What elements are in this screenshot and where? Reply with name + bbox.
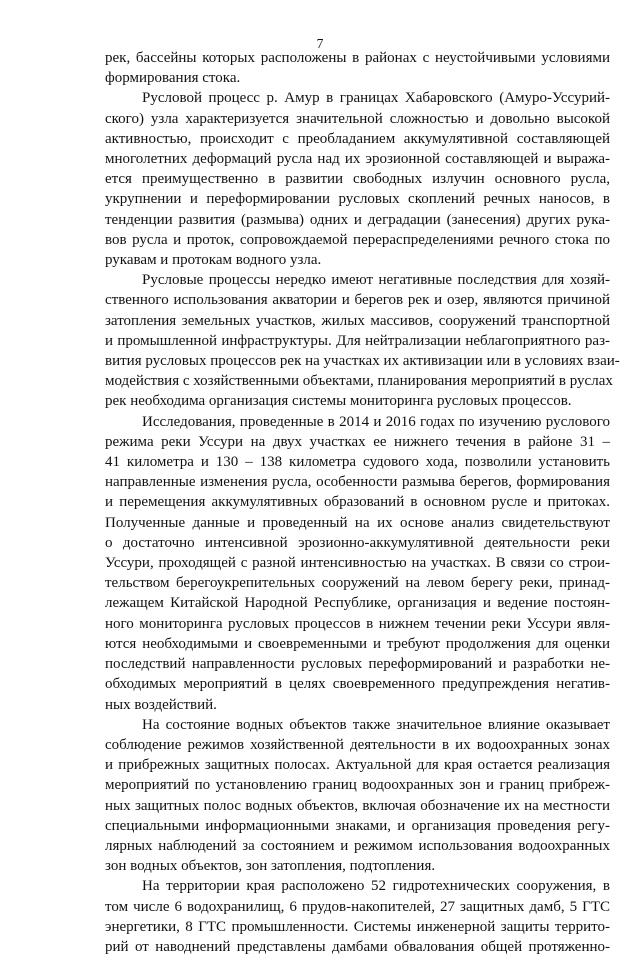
- paragraph: [105, 412, 610, 715]
- text-line: ных защитных полос водных объектов, включая обозначение их на местности: [105, 797, 610, 814]
- text-line: обходимых мероприятий в целях своевременного предупреждения негатив-: [105, 676, 610, 693]
- text-line: рек необходима организация системы мониторинга русловых процессов.: [105, 393, 572, 410]
- text-line: ственного использования акватории и берегов рек и озер, являются причиной: [105, 292, 610, 309]
- text-line: специальными информационными знаками, и организация проведения регу-: [105, 817, 610, 834]
- paragraph: [105, 270, 620, 411]
- text-line: мероприятий по установлению границ водоохранных зон и границ прибреж-: [105, 777, 610, 794]
- page-number: 7: [316, 36, 324, 51]
- text-line: ского) узла характеризуется значительной сложностью и довольно высокой: [105, 110, 610, 127]
- text-line: 41 километра и 130 – 138 километра судового хода, позволили установить: [105, 454, 610, 471]
- text-line: Уссури, проходящей с разной интенсивностью на участках. В связи со строи-: [105, 555, 610, 572]
- text-line: том числе 6 водохранилищ, 6 прудов-накопителей, 27 защитных дамб, 5 ГТС: [105, 898, 610, 915]
- text-line: тельством берегоукрепительных сооружений на левом берегу реки, принад-: [105, 575, 610, 592]
- text-line: соблюдение режимов хозяйственной деятельности в их водоохранных зонах: [105, 736, 610, 753]
- text-line: лежащем Китайской Народной Республике, организация и ведение постоян-: [105, 595, 610, 612]
- text-line: лярных наблюдений за состоянием и режимом использования водоохранных: [105, 837, 610, 854]
- text-line: затопления земельных участков, жилых массивов, сооружений транспортной: [105, 312, 610, 329]
- paragraph: [105, 48, 610, 88]
- text-line: вития русловых процессов рек на участках их активизации или в условиях взаи-: [105, 353, 620, 370]
- text-line: На территории края расположено 52 гидротехнических сооружения, в: [142, 878, 610, 895]
- paragraph: [105, 715, 610, 877]
- text-line: ются необходимыми и своевременными и требуют продолжения для оценки: [105, 635, 610, 652]
- text-line: Русловые процессы нередко имеют негативные последствия для хозяй-: [142, 272, 610, 289]
- text-line: ного мониторинга русловых процессов в нижнем течении реки Уссури явля-: [105, 615, 610, 632]
- text-line: рий от наводнений представлены дамбами обвалования общей протяженно-: [105, 938, 610, 955]
- text-line: тенденции развития (размыва) одних и деградации (занесения) других рука-: [105, 211, 610, 228]
- paragraph: [105, 88, 610, 270]
- text-line: Русловой процесс р. Амур в границах Хабаровского (Амуро-Уссурий-: [142, 90, 610, 107]
- text-line: ных воздействий.: [105, 696, 217, 713]
- text-line: и промышленной инфраструктуры. Для нейтрализации неблагоприятного раз-: [105, 332, 610, 349]
- text-line: и перемещения аккумулятивных образований в основном русле и притоках.: [105, 494, 610, 511]
- text-line: формирования стока.: [105, 70, 241, 87]
- text-line: о достаточно интенсивной эрозионно-аккумулятивной деятельности реки: [105, 534, 610, 551]
- text-line: активностью, происходит с преобладанием аккумулятивной составляющей: [105, 130, 610, 147]
- text-line: Исследования, проведенные в 2014 и 2016 годах по изучению руслового: [142, 413, 610, 430]
- text-line: и прибрежных защитных полосах. Актуальной для края остается реализация: [105, 757, 610, 774]
- text-line: рек, бассейны которых расположены в районах с неустойчивыми условиями: [105, 50, 610, 66]
- text-line: рукавам и протокам водного узла.: [105, 252, 322, 269]
- text-line: Полученные данные и проведенный на их основе анализ свидетельствуют: [105, 514, 610, 531]
- text-line: укрупнении и переформировании русловых скоплений речных наносов, в: [105, 191, 610, 208]
- text-line: режима реки Уссури на двух участках ее нижнего течения в районе 31 –: [105, 433, 610, 450]
- text-line: На состояние водных объектов также значительное влияние оказывает: [142, 716, 610, 733]
- text-line: последствий направленности русловых переформирований и разработки не-: [105, 656, 610, 673]
- text-line: вов русла и проток, сопровождаемой перераспределениями речного стока по: [105, 231, 610, 248]
- text-line: многолетних деформаций русла над их эрозионной составляющей и выража-: [105, 151, 610, 168]
- paragraph: [105, 876, 610, 957]
- text-line: ется преимущественно в развитии свободных излучин основного русла,: [105, 171, 610, 188]
- text-line: модействия с хозяйственными объектами, планирования мероприятий в руслах: [105, 373, 613, 390]
- text-line: направленные изменения русла, особенности размыва берегов, формирования: [105, 474, 610, 491]
- text-line: зон водных объектов, зон затопления, подтопления.: [105, 858, 436, 875]
- document-body: [105, 48, 620, 957]
- text-line: энергетики, 8 ГТС промышленности. Системы инженерной защиты террито-: [105, 918, 610, 935]
